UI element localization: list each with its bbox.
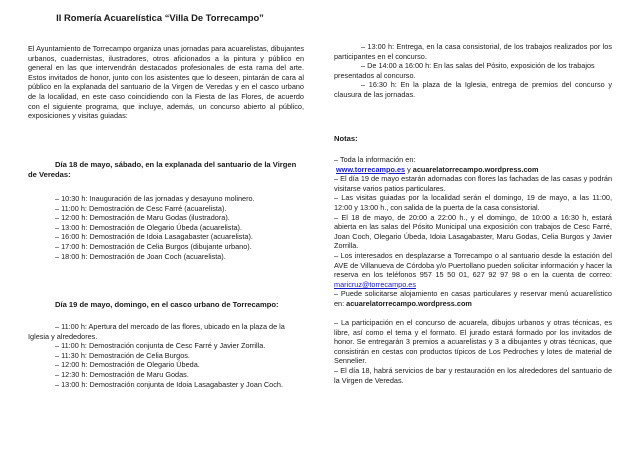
schedule-item: – De 14:00 a 16:00 h: En las salas del Pósito, exposición de los trabajos presentados al concurso. — [334, 61, 595, 80]
schedule-item: – 16:30 h: En la plaza de la Iglesia, entrega de premios del concurso y clausura de las jornadas. — [334, 80, 612, 99]
day19-schedule — [28, 322, 304, 389]
schedule-item: – 13:00 h: Demostración conjunta de Idoia Lasagabaster y Joan Coch. — [55, 379, 283, 389]
schedule-item: – 11:30 h: Demostración de Celia Burgos. — [55, 350, 190, 360]
link-separator: y — [405, 164, 413, 174]
info-links — [334, 165, 612, 175]
schedule-item: – 11:00 h: Demostración conjunta de Cesc Farré y Javier Zorrilla. — [55, 341, 266, 351]
schedule-item: – 11:00 h: Demostración de Cesc Farré (acuarelista). — [55, 203, 227, 213]
note-text: – Los interesados en desplazarse a Torrecampo o al santuario desde la estación del AVE de Villanueva de Córdoba y/o Puertollano pueden solicitar información y hacer la reserva en los teléfonos 957 15 50 01, 627 92 97 98 o en la cuenta de correo: — [334, 250, 612, 280]
day19-continued — [334, 42, 612, 100]
spacer — [334, 309, 612, 319]
schedule-item: – 11:00 h: Apertura del mercado de las flores, ubicado en la plaza de la Iglesia y alrededores. — [28, 322, 285, 341]
note-item: – Las visitas guiadas por la localidad serán el domingo, 19 de mayo, a las 11:00, 12:00 y 13:00 h., con salida de la puerta de la casa consistorial. — [334, 193, 612, 212]
note-text: – Puede solicitarse alojamiento en casas particulares y reservar menú acuarelístico en: — [334, 289, 612, 308]
note-item — [334, 251, 612, 289]
day19-heading: Día 19 de mayo, domingo, en el casco urbano de Torrecampo: — [55, 300, 279, 309]
email-link[interactable]: maricruz@torrecampo.es — [334, 279, 417, 289]
intro-paragraph: El Ayuntamiento de Torrecampo organiza unas jornadas para acuarelistas, dibujantes urbanos, cuadernistas, ilustradores, otros aficionados a la pintura y público en general en las que intervendrán destacados profesionales de esta rama del arte. Estos invitados de honor, junto con los asistentes que lo deseen, pintarán de cara al público en la explanada del santuario de la Virgen de Veredas y en el casco urbano de la localidad, en este caso coincidiendo con la Fiesta de las Flores, de acuerdo con el siguiente programa, que incluye, además, un concurso abierto al público, exposiciones y visitas guiadas: — [28, 44, 304, 121]
note-item: – La participación en el concurso de acuarela, dibujos urbanos y otras técnicas, es libre, así como el tema y el formato. El jurado estará formado por los invitados de honor. Se entregarán 3 premios a acuarelistas y 3 a dibujantes y otras técnicas, que consistirán en cestas con productos típicos de Los Pedroches y lotes de material de Sennelier. — [334, 318, 612, 366]
wordpress-link-text: acuarelatorrecampo.wordpress.com — [412, 164, 539, 174]
schedule-item: – 13:00 h: Entrega, en la casa consistorial, de los trabajos realizados por los participantes en el concurso. — [334, 42, 612, 61]
day18-heading: Día 18 de mayo, sábado, en la explanada del santuario de la Virgen de Veredas: — [28, 160, 297, 179]
info-label: – Toda la información en: — [334, 155, 416, 164]
document-title: II Romería Acuarelística “Villa De Torrecampo” — [56, 12, 264, 23]
schedule-item: – 10:30 h: Inauguración de las jornadas y desayuno molinero. — [55, 194, 255, 203]
schedule-item: – 16:00 h: Demostración de Idoia Lasagabaster (acuarelista). — [55, 232, 253, 242]
notes-heading: Notas: — [334, 134, 358, 143]
wordpress-text: acuarelatorrecampo.wordpress.com — [346, 298, 472, 308]
schedule-item: – 12:00 h: Demostración de Olegario Úbeda. — [55, 360, 200, 370]
notes-body — [334, 155, 612, 385]
schedule-item: – 13:00 h: Demostración de Olegario Úbeda (acuarelista). — [55, 222, 242, 232]
note-item: – El día 18, habrá servicios de bar y restauración en los alrededores del santuario de la Virgen de Veredas. — [334, 366, 612, 385]
note-item: – El 18 de mayo, de 20:00 a 22:00 h., y el domingo, de 10:00 a 16:30 h, estará abierta en las salas del Pósito Municipal una exposición con trabajos de Cesc Farré, Joan Coch, Olegario Úbeda, Idoia Lasagabaster, Maru Godas, Celia Burgos y Javier Zorrilla. — [334, 212, 612, 251]
schedule-item: – 12:00 h: Demostración de Maru Godas (ilustradora). — [55, 213, 230, 223]
schedule-item: – 18:00 h: Demostración de Joan Coch (acuarelista). — [55, 251, 226, 261]
schedule-item: – 17:00 h: Demostración de Celia Burgos (dibujante urbano). — [55, 241, 252, 251]
schedule-item: – 12:30 h: Demostración de Maru Godas. — [55, 369, 189, 379]
note-item: – El día 19 de mayo estarán adornadas con flores las fachadas de las casas y podrán visitarse varios patios particulares. — [334, 174, 612, 193]
day18-schedule — [28, 194, 315, 261]
note-item — [334, 289, 612, 308]
torrecampo-link[interactable]: www.torrecampo.es — [336, 164, 406, 174]
